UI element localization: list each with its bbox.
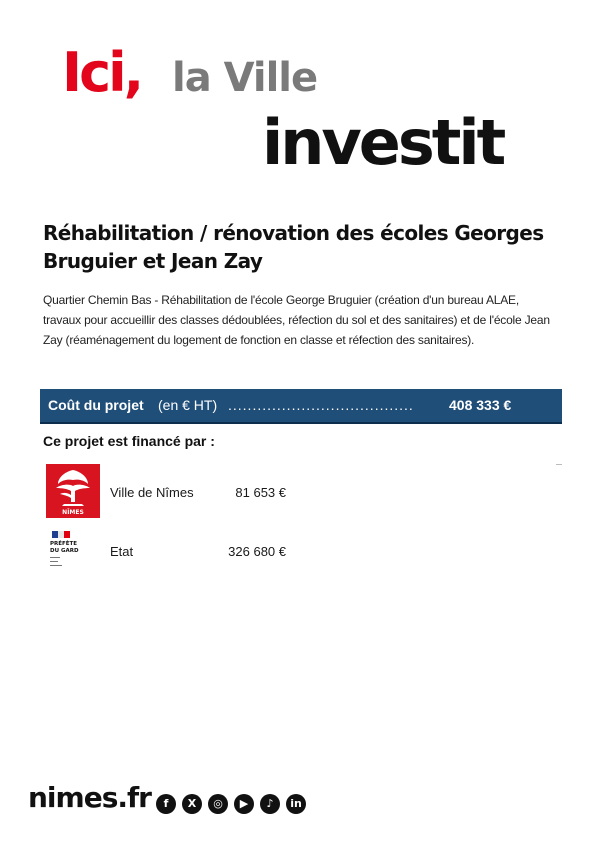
funder-name-etat: Etat	[110, 544, 134, 559]
svg-text:PRÉFÈTE: PRÉFÈTE	[50, 541, 78, 547]
cost-unit: (en € HT)	[158, 397, 218, 413]
project-title: Réhabilitation / rénovation des écoles Georges Bruguier et Jean Zay	[43, 221, 544, 273]
headline-ici: Ici,	[62, 41, 142, 104]
youtube-icon[interactable]: ▶	[234, 794, 254, 814]
instagram-icon[interactable]: ◎	[208, 794, 228, 814]
site-link[interactable]: nimes.fr	[28, 781, 151, 814]
cost-value: 408 333 €	[449, 397, 512, 413]
cost-bar	[40, 389, 562, 424]
funder-amount-nimes: 81 653 €	[235, 485, 286, 500]
svg-text:NÎMES: NÎMES	[62, 509, 84, 516]
headline-la-ville: la Ville	[172, 55, 318, 101]
headline-investit: investit	[262, 106, 504, 179]
svg-text:DU GARD: DU GARD	[50, 548, 79, 554]
funder-amount-etat: 326 680 €	[228, 544, 286, 559]
facebook-icon[interactable]: f	[156, 794, 176, 814]
project-description: Quartier Chemin Bas - Réhabilitation de l'école George Bruguier (création d'un bureau ALAE, travaux pour accueillir des classes dédoublées, réfection du sol et des sanitaires) et de l'école Jean Zay (réaménagement du logement de fonction en classe et réfection des sanitaires).	[43, 293, 550, 347]
social-links	[156, 794, 306, 814]
funder-name-nimes: Ville de Nîmes	[110, 485, 194, 500]
divider-tick	[556, 464, 562, 465]
x-icon[interactable]: X	[182, 794, 202, 814]
tiktok-icon[interactable]: ♪	[260, 794, 280, 814]
nimes-logo	[46, 464, 100, 518]
cost-label: Coût du projet	[48, 397, 144, 413]
linkedin-icon[interactable]: in	[286, 794, 306, 814]
cost-dots: ......................................	[228, 397, 414, 413]
funding-heading: Ce projet est financé par :	[43, 433, 215, 449]
prefecture-logo	[46, 530, 94, 576]
